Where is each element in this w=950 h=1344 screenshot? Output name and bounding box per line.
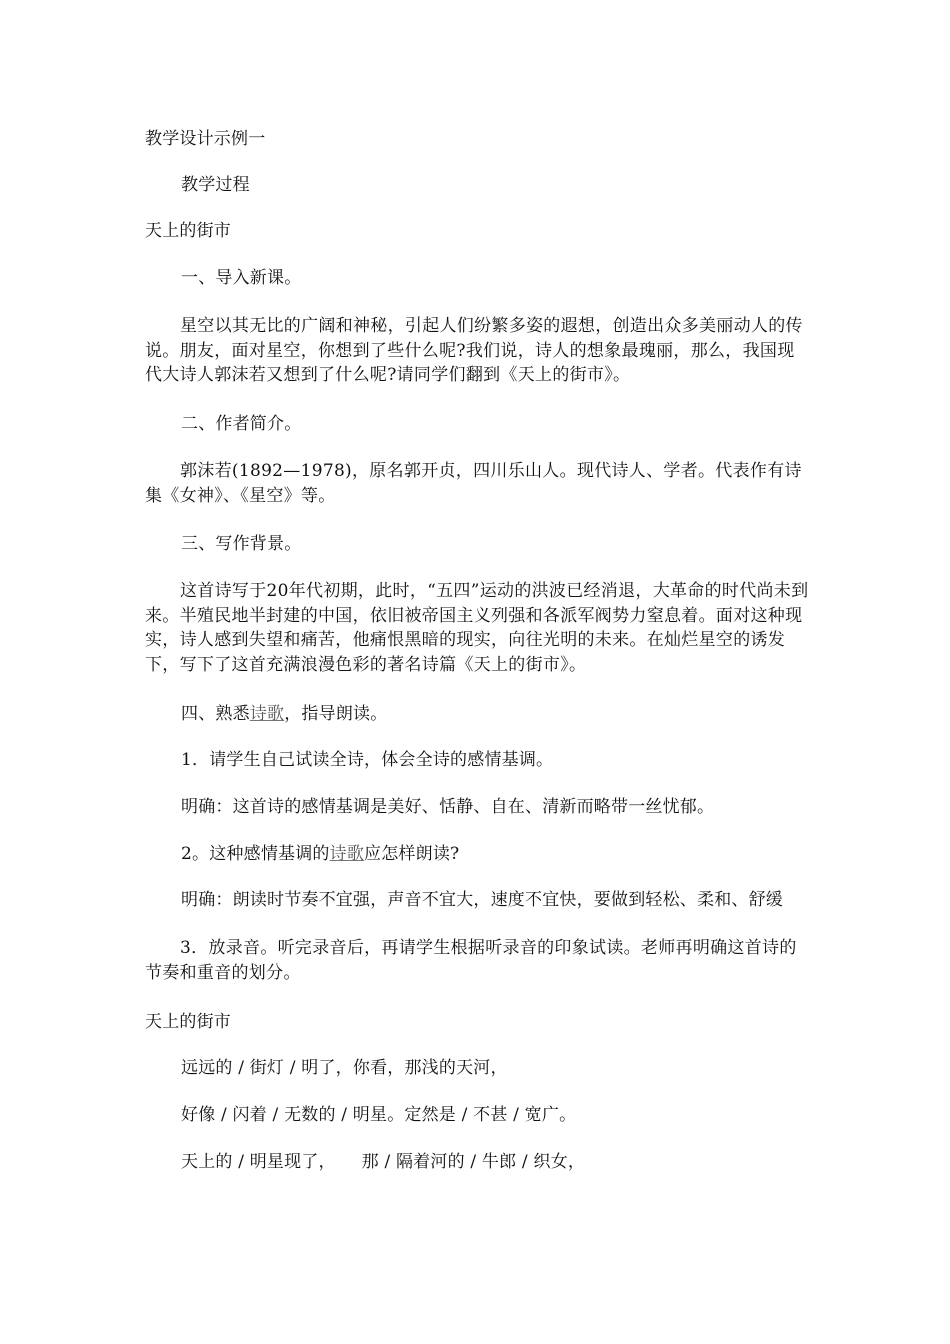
poem-title-repeat: 天上的街市 <box>145 1012 231 1032</box>
reading-item-1: 1．请学生自己试读全诗，体会全诗的感情基调。 <box>181 750 554 770</box>
document-title: 教学设计示例一 <box>145 129 266 149</box>
reading-item-3: 3．放录音。听完录音后，再请学生根据听录音的印象试读。老师再明确这首诗的节奏和重音的划分。 <box>145 938 797 983</box>
poem-line: 远远的 / 街灯 / 明了，你看，那浅的天河， <box>181 1058 508 1078</box>
step4-text-before: 四、熟悉 <box>181 704 250 724</box>
intro-paragraph: 星空以其无比的广阔和神秘，引起人们纷繁多姿的遐想，创造出众多美丽动人的传说。朋友，面对星空，你想到了些什么呢?我们说，诗人的想象最瑰丽，那么，我国现代大诗人郭沫若又想到了什么呢?请同学们翻到《天上的街市》。 <box>145 316 803 385</box>
step-heading-1: 一、导入新课。 <box>181 268 302 288</box>
answer-2: 明确：朗读时节奏不宜强，声音不宜大，速度不宜快，要做到轻松、柔和、舒缓 <box>181 890 783 910</box>
section-heading: 教学过程 <box>181 175 250 195</box>
step-heading-2: 二、作者简介。 <box>181 414 302 434</box>
reading-item-2 <box>181 842 459 866</box>
poem-line: 好像 / 闪着 / 无数的 / 明星。定然是 / 不甚 / 宽广。 <box>181 1105 577 1125</box>
author-paragraph: 郭沫若(1892—1978)，原名郭开贞，四川乐山人。现代诗人、学者。代表作有诗集《女神》、《星空》等。 <box>145 461 802 506</box>
step-heading-4 <box>181 702 387 726</box>
answer-1: 明确：这首诗的感情基调是美好、恬静、自在、清新而略带一丝忧郁。 <box>181 797 715 817</box>
background-paragraph: 这首诗写于20年代初期，此时，“五四”运动的洪波已经消退，大革命的时代尚未到来。半殖民地半封建的中国，依旧被帝国主义列强和各派军阀势力窒息着。面对这种现实，诗人感到失望和痛苦，他痛恨黑暗的现实，向往光明的未来。在灿烂星空的诱发下，写下了这首充满浪漫色彩的著名诗篇《天上的街市》。 <box>145 581 809 675</box>
item2-text-after: 应怎样朗读? <box>364 844 460 864</box>
step-heading-3: 三、写作背景。 <box>181 534 302 554</box>
poetry-link[interactable]: 诗歌 <box>249 704 285 724</box>
item2-text-before: 2。这种感情基调的 <box>181 844 330 864</box>
poem-line: 天上的 / 明星现了， 那 / 隔着河的 / 牛郎 / 织女， <box>181 1152 586 1172</box>
poem-title: 天上的街市 <box>145 221 231 241</box>
step4-text-after: ，指导朗读。 <box>284 704 388 724</box>
poetry-link-2[interactable]: 诗歌 <box>329 844 365 864</box>
